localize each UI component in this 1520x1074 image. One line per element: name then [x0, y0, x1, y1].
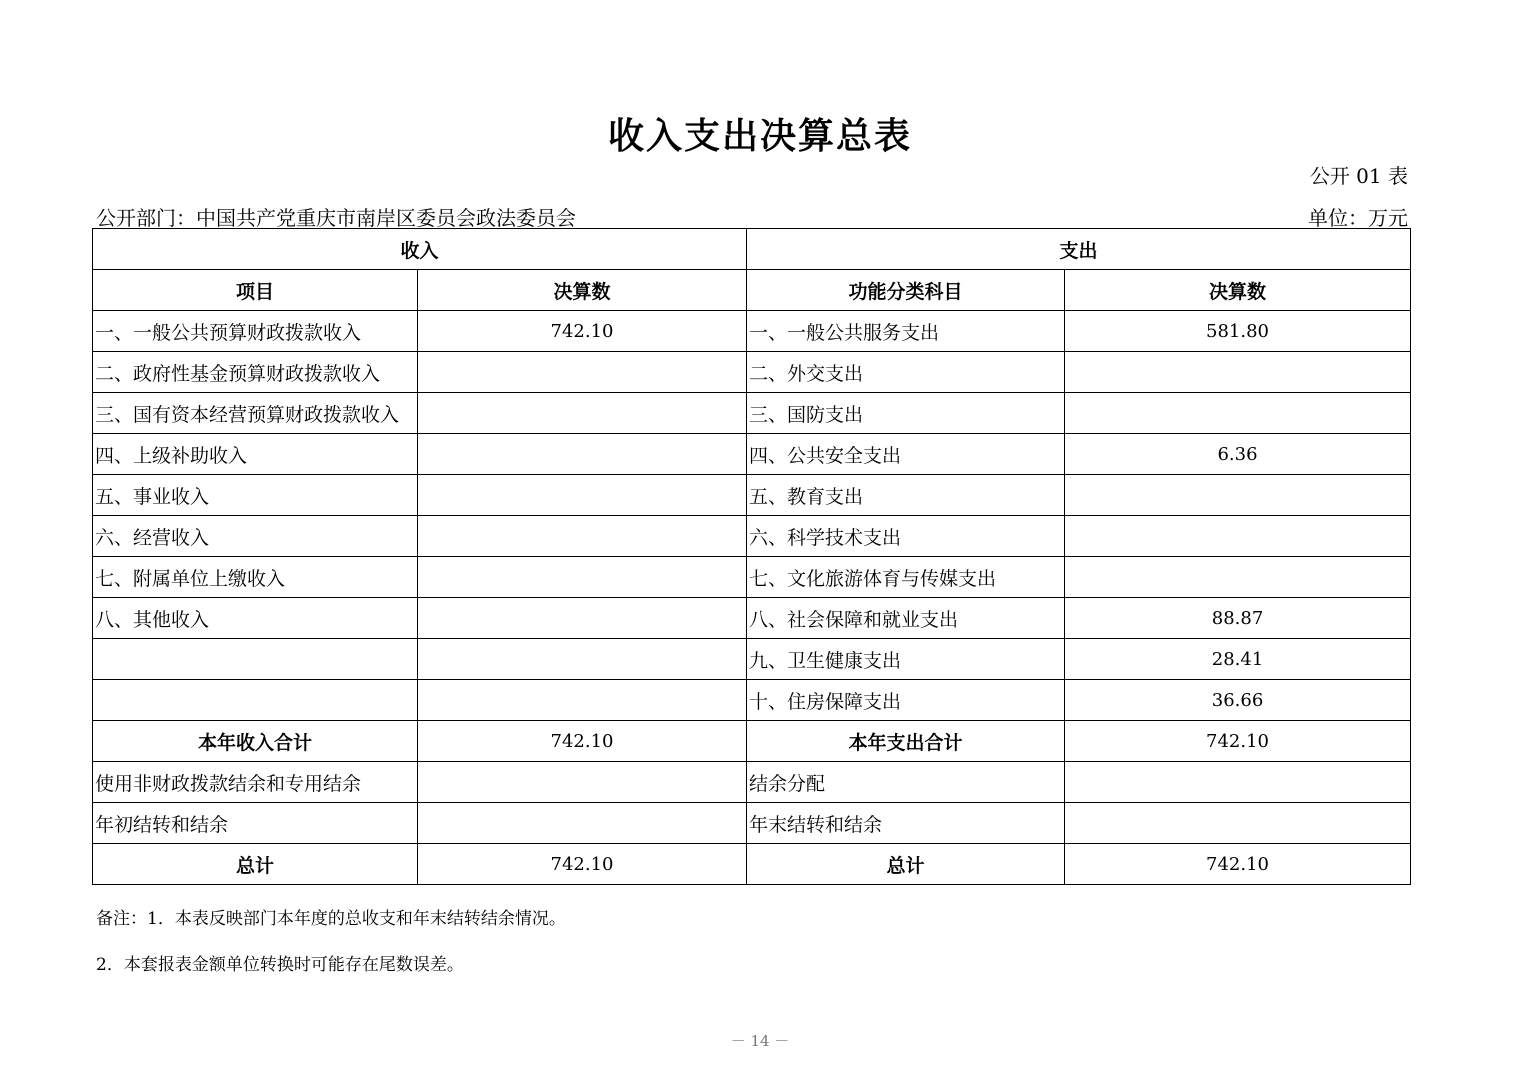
expense-amount-cell — [1065, 352, 1411, 393]
income-item-cell: 六、经营收入 — [93, 516, 418, 557]
expense-amount-cell: 88.87 — [1065, 598, 1411, 639]
table-row — [93, 475, 1411, 516]
col-function-header: 功能分类科目 — [747, 270, 1065, 311]
expense-amount-cell — [1065, 475, 1411, 516]
income-amount-cell — [418, 557, 747, 598]
expense-item-cell: 三、国防支出 — [747, 393, 1065, 434]
table-row — [93, 557, 1411, 598]
table-row — [93, 352, 1411, 393]
income-amount-cell: 742.10 — [418, 311, 747, 352]
expense-amount-cell — [1065, 762, 1411, 803]
form-number: 公开 01 表 — [1309, 164, 1408, 188]
income-header: 收入 — [93, 229, 747, 270]
table-row — [93, 762, 1411, 803]
department-label: 公开部门：中国共产党重庆市南岸区委员会政法委员会 — [96, 206, 576, 230]
expense-item-cell: 本年支出合计 — [747, 721, 1065, 762]
table-row — [93, 311, 1411, 352]
expense-amount-cell: 742.10 — [1065, 721, 1411, 762]
expense-amount-cell: 6.36 — [1065, 434, 1411, 475]
unit-label: 单位：万元 — [1308, 206, 1408, 230]
income-item-cell: 八、其他收入 — [93, 598, 418, 639]
expense-amount-cell — [1065, 557, 1411, 598]
table-row — [93, 598, 1411, 639]
year-total-row — [93, 721, 1411, 762]
income-amount-cell — [418, 352, 747, 393]
col-income-amount-header: 决算数 — [418, 270, 747, 311]
income-item-cell: 总计 — [93, 844, 418, 885]
income-item-cell: 七、附属单位上缴收入 — [93, 557, 418, 598]
expense-amount-cell: 581.80 — [1065, 311, 1411, 352]
income-amount-cell: 742.10 — [418, 844, 747, 885]
expense-item-cell: 六、科学技术支出 — [747, 516, 1065, 557]
table-row — [93, 639, 1411, 680]
table-column-header-row — [93, 270, 1411, 311]
budget-table — [92, 228, 1411, 885]
income-amount-cell — [418, 598, 747, 639]
table-row — [93, 516, 1411, 557]
expense-item-cell: 七、文化旅游体育与传媒支出 — [747, 557, 1065, 598]
expense-item-cell: 一、一般公共服务支出 — [747, 311, 1065, 352]
income-item-cell: 三、国有资本经营预算财政拨款收入 — [93, 393, 418, 434]
table-row — [93, 680, 1411, 721]
expense-item-cell: 二、外交支出 — [747, 352, 1065, 393]
income-item-cell — [93, 639, 418, 680]
income-amount-cell — [418, 639, 747, 680]
expense-item-cell: 结余分配 — [747, 762, 1065, 803]
income-amount-cell: 742.10 — [418, 721, 747, 762]
income-item-cell: 二、政府性基金预算财政拨款收入 — [93, 352, 418, 393]
note-line-2: 2．本套报表金额单位转换时可能存在尾数误差。 — [96, 955, 464, 975]
income-amount-cell — [418, 475, 747, 516]
income-amount-cell — [418, 393, 747, 434]
table-row — [93, 803, 1411, 844]
expense-item-cell: 九、卫生健康支出 — [747, 639, 1065, 680]
page-number: － 14 － — [730, 1032, 790, 1050]
expense-item-cell: 四、公共安全支出 — [747, 434, 1065, 475]
income-item-cell: 四、上级补助收入 — [93, 434, 418, 475]
col-item-header: 项目 — [93, 270, 418, 311]
grand-total-row — [93, 844, 1411, 885]
expense-item-cell: 五、教育支出 — [747, 475, 1065, 516]
table-row — [93, 434, 1411, 475]
expense-item-cell: 年末结转和结余 — [747, 803, 1065, 844]
expense-header: 支出 — [747, 229, 1411, 270]
income-item-cell: 本年收入合计 — [93, 721, 418, 762]
table-section-header-row — [93, 229, 1411, 270]
income-amount-cell — [418, 516, 747, 557]
income-amount-cell — [418, 434, 747, 475]
income-item-cell: 五、事业收入 — [93, 475, 418, 516]
expense-item-cell: 十、住房保障支出 — [747, 680, 1065, 721]
income-item-cell — [93, 680, 418, 721]
expense-item-cell: 八、社会保障和就业支出 — [747, 598, 1065, 639]
income-item-cell: 年初结转和结余 — [93, 803, 418, 844]
expense-amount-cell: 36.66 — [1065, 680, 1411, 721]
income-amount-cell — [418, 803, 747, 844]
expense-item-cell: 总计 — [747, 844, 1065, 885]
col-expense-amount-header: 决算数 — [1065, 270, 1411, 311]
page-title: 收入支出决算总表 — [607, 116, 912, 157]
expense-amount-cell — [1065, 393, 1411, 434]
expense-amount-cell — [1065, 803, 1411, 844]
income-amount-cell — [418, 762, 747, 803]
income-amount-cell — [418, 680, 747, 721]
income-item-cell: 使用非财政拨款结余和专用结余 — [93, 762, 418, 803]
income-item-cell: 一、一般公共预算财政拨款收入 — [93, 311, 418, 352]
table-row — [93, 393, 1411, 434]
note-line-1: 备注：1．本表反映部门本年度的总收支和年末结转结余情况。 — [96, 909, 566, 929]
expense-amount-cell: 742.10 — [1065, 844, 1411, 885]
expense-amount-cell: 28.41 — [1065, 639, 1411, 680]
expense-amount-cell — [1065, 516, 1411, 557]
